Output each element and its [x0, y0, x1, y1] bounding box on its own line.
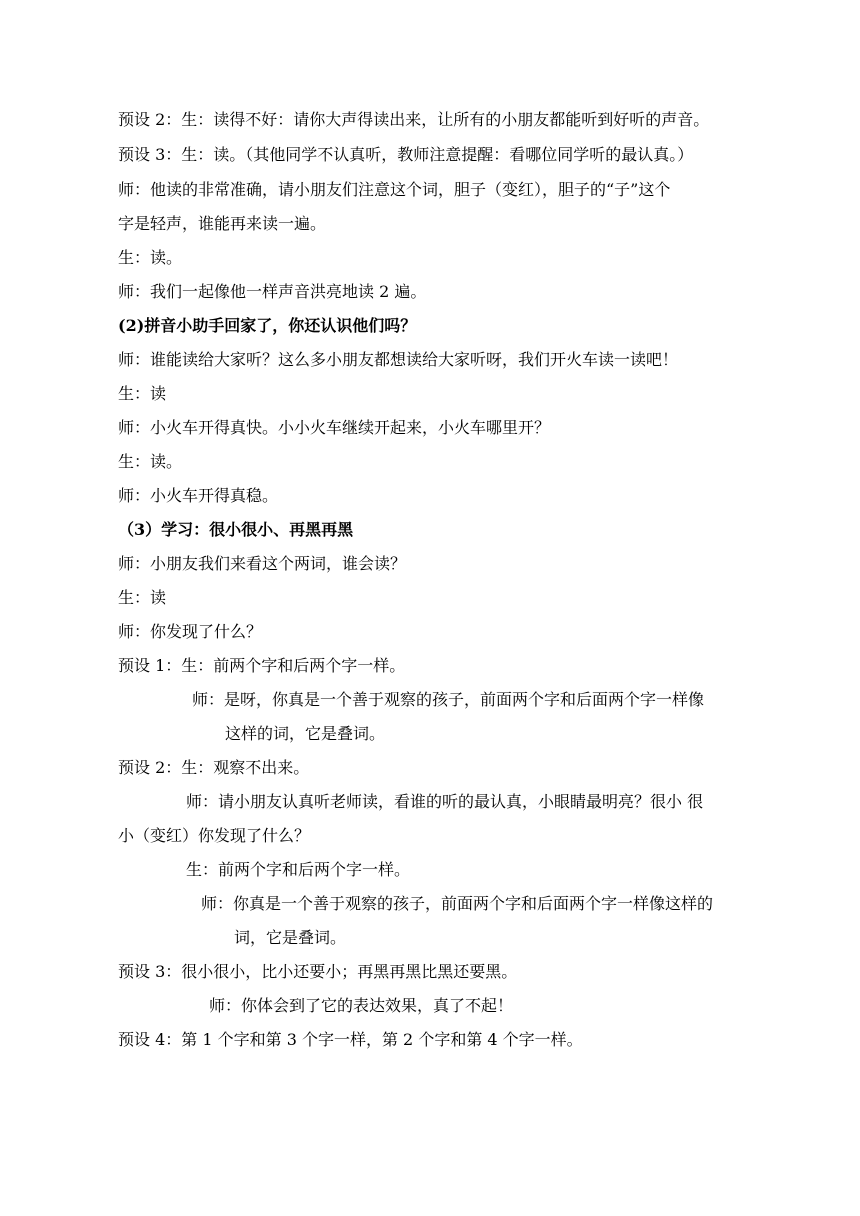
- text-line: 师：请小朋友认真听老师读，看谁的听的最认真，小眼睛最明亮？很小 很: [186, 792, 704, 811]
- text-line: 师：小火车开得真快。小小火车继续开起来，小火车哪里开？: [118, 418, 551, 437]
- text-line: 师：是呀，你真是一个善于观察的孩子，前面两个字和后面两个字一样像: [192, 690, 705, 709]
- text-line: 预设 3：很小很小，比小还要小；再黑再黑比黑还要黑。: [118, 962, 518, 981]
- text-line: 预设 4：第 1 个字和第 3 个字一样，第 2 个字和第 4 个字一样。: [118, 1030, 583, 1049]
- text-line: 师：谁能读给大家听？这么多小朋友都想读给大家听呀，我们开火车读一读吧！: [118, 350, 679, 369]
- section-heading: （3）学习：很小很小、再黑再黑: [118, 520, 354, 539]
- text-line: 师：我们一起像他一样声音洪亮地读 2 遍。: [118, 282, 427, 301]
- text-line: 预设 3：生：读。（其他同学不认真听，教师注意提醒：看哪位同学听的最认真。）: [118, 145, 694, 164]
- text-line: 字是轻声，谁能再来读一遍。: [118, 214, 327, 233]
- text-line: 生：读。: [118, 248, 183, 267]
- text-line: 预设 2：生：观察不出来。: [118, 758, 310, 777]
- text-line: 生：读: [118, 588, 167, 607]
- text-line: 小（变红）你发现了什么？: [118, 826, 311, 845]
- text-line: 词，它是叠词。: [234, 928, 347, 947]
- text-line: 师：你发现了什么？: [118, 622, 263, 641]
- text-line: 师：你体会到了它的表达效果，真了不起！: [209, 996, 514, 1015]
- text-line: 师：小火车开得真稳。: [118, 486, 279, 505]
- text-line: 生：读: [118, 384, 167, 403]
- text-line: 预设 1：生：前两个字和后两个字一样。: [118, 656, 406, 675]
- text-line: 生：读。: [118, 452, 183, 471]
- section-heading: (2)拼音小助手回家了，你还认识他们吗？: [118, 316, 417, 335]
- text-line: 师：小朋友我们来看这个两词，谁会读？: [118, 554, 407, 573]
- text-line: 师：你真是一个善于观察的孩子，前面两个字和后面两个字一样像这样的: [201, 894, 714, 913]
- text-line: 这样的词，它是叠词。: [225, 724, 386, 743]
- text-line: 师：他读的非常准确，请小朋友们注意这个词，胆子（变红），胆子的“子”这个: [118, 180, 671, 199]
- text-line: 生：前两个字和后两个字一样。: [186, 860, 411, 879]
- text-line: 预设 2：生：读得不好：请你大声得读出来，让所有的小朋友都能听到好听的声音。: [118, 110, 710, 129]
